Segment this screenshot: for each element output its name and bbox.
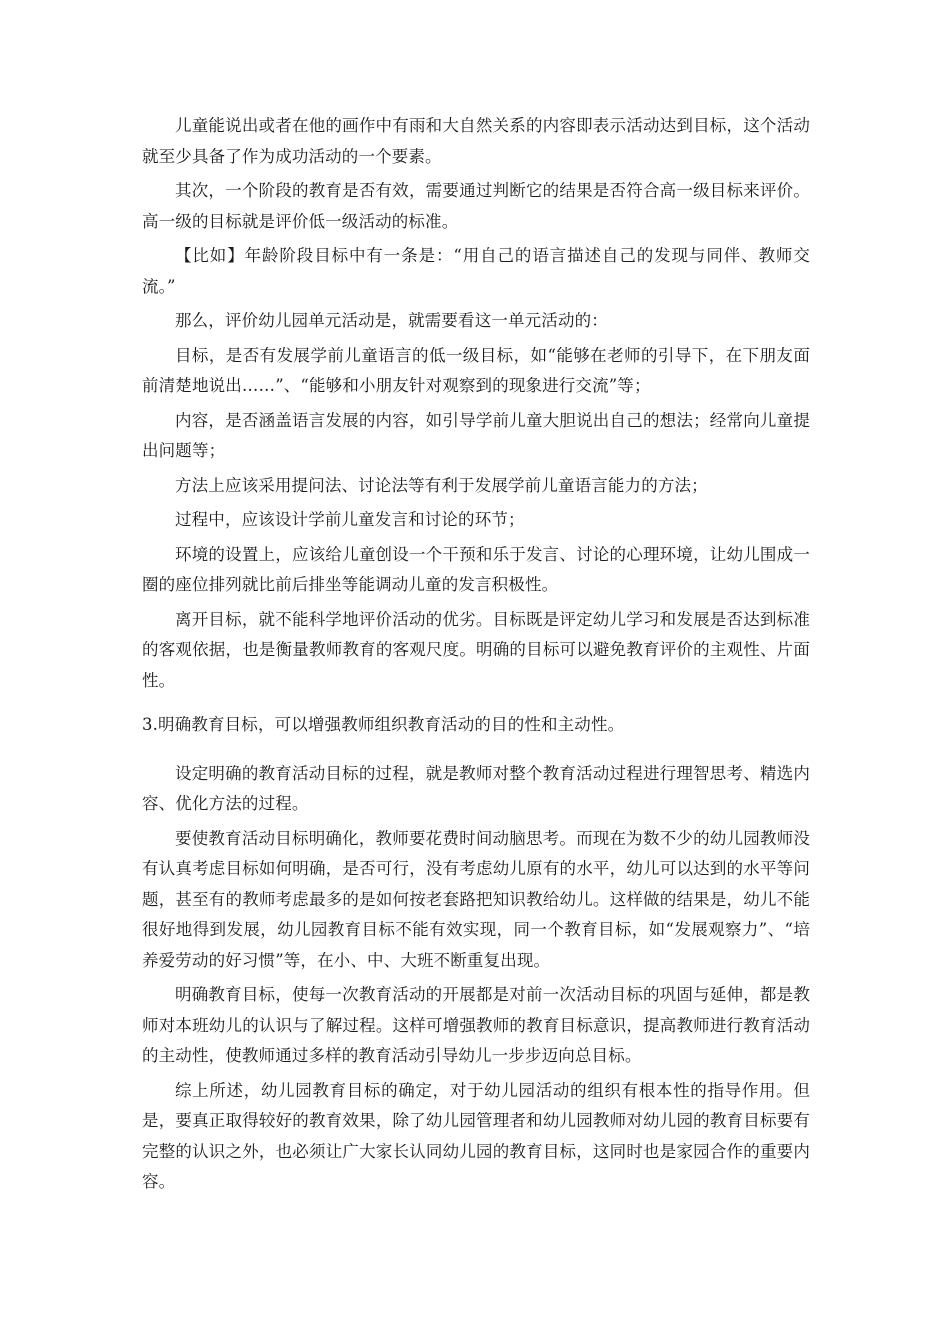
section-heading: 3.明确教育目标，可以增强教师组织教育活动的目的性和主动性。 <box>142 715 625 734</box>
paragraph: 儿童能说出或者在他的画作中有雨和大自然关系的内容即表示活动达到目标，这个活动就至少具备了作为成功活动的一个要素。 <box>142 116 810 166</box>
paragraph: 那么，评价幼儿园单元活动是，就需要看这一单元活动的： <box>175 311 608 330</box>
paragraph: 明确教育目标，使每一次教育活动的开展都是对前一次活动目标的巩固与延伸，都是教师对本班幼儿的认识与了解过程。这样可增强教师的教育目标意识，提高教师进行教育活动的主动性，使教师通过多样的教育活动引导幼儿一步步迈向总目标。 <box>142 985 810 1065</box>
paragraph: 综上所述，幼儿园教育目标的确定，对于幼儿园活动的组织有根本性的指导作用。但是，要真正取得较好的教育效果，除了幼儿园管理者和幼儿园教师对幼儿园的教育目标要有完整的认识之外，也必须让广大家长认同幼儿园的教育目标，这同时也是家园合作的重要内容。 <box>142 1080 810 1191</box>
document-body <box>142 111 810 1202</box>
paragraph: 要使教育活动目标明确化，教师要花费时间动脑思考。而现在为数不少的幼儿园教师没有认真考虑目标如何明确，是否可行，没有考虑幼儿原有的水平，幼儿可以达到的水平等问题，甚至有的教师考虑最多的是如何按老套路把知识教给幼儿。这样做的结果是，幼儿不能很好地得到发展，幼儿园教育目标不能有效实现，同一个教育目标，如“发展观察力”、“培养爱劳动的好习惯”等，在小、中、大班不断重复出现。 <box>142 828 810 970</box>
paragraph: 方法上应该采用提问法、讨论法等有利于发展学前儿童语言能力的方法； <box>175 475 708 495</box>
paragraph: 设定明确的教育活动目标的过程，就是教师对整个教育活动过程进行理智思考、精选内容、优化方法的过程。 <box>142 763 810 813</box>
paragraph: 环境的设置上，应该给儿童创设一个干预和乐于发言、讨论的心理环境，让幼儿围成一圈的座位排列就比前后排坐等能调动儿童的发言积极性。 <box>142 544 810 594</box>
paragraph: 目标，是否有发展学前儿童语言的低一级目标，如“能够在老师的引导下，在下朋友面前清楚地说出……”、“能够和小朋友针对观察到的现象进行交流”等； <box>142 345 810 395</box>
paragraph: 【比如】年龄阶段目标中有一条是：“用自己的语言描述自己的发现与同伴、教师交流。” <box>142 246 810 296</box>
paragraph: 离开目标，就不能科学地评价活动的优劣。目标既是评定幼儿学习和发展是否达到标准的客观依据，也是衡量教师教育的客观尺度。明确的目标可以避免教育评价的主观性、片面性。 <box>142 609 810 690</box>
paragraph: 内容，是否涵盖语言发展的内容，如引导学前儿童大胆说出自己的想法；经常向儿童提出问题等； <box>142 410 810 460</box>
paragraph: 其次，一个阶段的教育是否有效，需要通过判断它的结果是否符合高一级目标来评价。高一级的目标就是评价低一级活动的标准。 <box>142 181 810 231</box>
paragraph: 过程中，应该设计学前儿童发言和讨论的环节； <box>175 510 525 529</box>
